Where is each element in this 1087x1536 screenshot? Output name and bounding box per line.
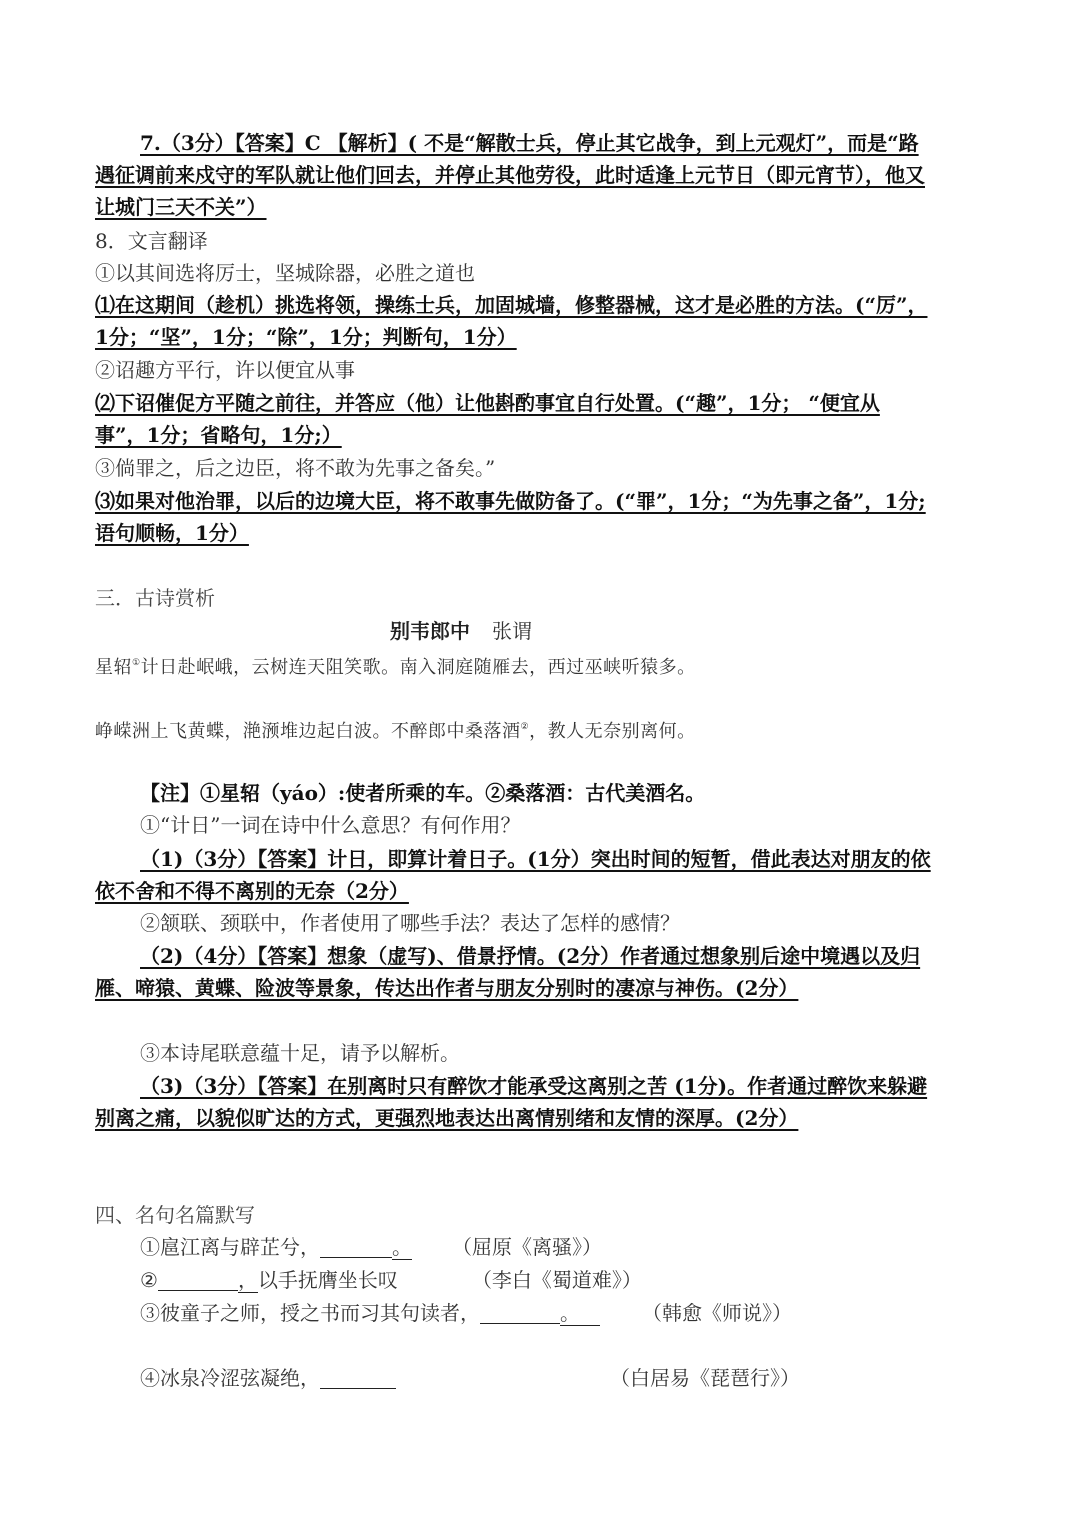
sec3-answer-1-line-1: （1)（3分）【答案】计日，即算计着日子。(1分）突出时间的短暂，借此表达对朋友的依: [140, 847, 931, 871]
poem-title: 别韦郎中: [390, 619, 470, 643]
sec3-answer-2-line-2: 雁、啼猿、黄蝶、险波等景象，传达出作者与朋友分别时的凄凉与神伤。(2分）: [95, 976, 799, 1000]
q8-answer-3-line-2: 语句顺畅，1分）: [95, 521, 249, 545]
poem-note-marker-2: ②: [520, 722, 530, 732]
dictation-4-source: （白居易《琵琶行》）: [610, 1366, 800, 1390]
poem-line-1-start: 星轺: [95, 657, 132, 678]
section-3-heading: 三．古诗赏析: [95, 586, 215, 610]
poem-line-1: [95, 648, 696, 683]
sec3-question-3: ③本诗尾联意蕴十足，请予以解析。: [140, 1041, 460, 1065]
sec3-question-2: ②颔联、颈联中，作者使用了哪些手法？表达了怎样的感情？: [140, 911, 680, 935]
dictation-item-3: [140, 1298, 792, 1328]
q8-heading: 8．文言翻译: [95, 229, 208, 253]
dictation-2-source: （李白《蜀道难》）: [471, 1268, 642, 1292]
dictation-3-source: （韩愈《师说》）: [642, 1301, 792, 1325]
poem-annotation: 【注】①星轺（yáo）:使者所乘的车。②桑落酒：古代美酒名。: [140, 781, 706, 805]
dictation-2-text: 以手抚膺坐长叹: [257, 1268, 398, 1292]
q8-sentence-2: ②诏趣方平行，许以便宜从事: [95, 358, 355, 382]
sec3-answer-3-line-2: 别离之痛，以貌似旷达的方式，更强烈地表达出离情别绪和友情的深厚。(2分）: [95, 1106, 799, 1130]
q8-sentence-1: ①以其间选将厉士，坚城除器，必胜之道也: [95, 261, 475, 285]
dictation-3-punct: 。: [560, 1301, 600, 1326]
dictation-3-text: ③彼童子之师，授之书而习其句读者，: [140, 1301, 480, 1325]
dictation-4-blank[interactable]: [320, 1366, 396, 1389]
q7-answer-line-3: 让城门三天不关”）: [95, 195, 267, 219]
q8-answer-2-line-1: ⑵下诏催促方平随之前往，并答应（他）让他斟酌事宜自行处置。(“趣”，1分； “便宜从: [95, 391, 880, 415]
dictation-2-blank[interactable]: [158, 1268, 238, 1291]
poem-line-2-start: 峥嵘洲上飞黄蝶，滟滪堆边起白波。不醉郎中桑落酒: [95, 721, 521, 742]
sec3-answer-1-line-2: 依不舍和不得不离别的无奈（2分）: [95, 879, 409, 903]
dictation-item-4: [140, 1363, 800, 1393]
sec3-answer-3-line-1: （3)（3分）【答案】在别离时只有醉饮才能承受这离别之苦 (1分)。作者通过醉饮来躲避: [140, 1074, 928, 1098]
q7-answer-line-1: 7.（3分）【答案】C 【解析】( 不是“解散士兵，停止其它战争，到上元观灯”，而是“路: [140, 131, 919, 155]
poem-line-2: [95, 712, 696, 747]
dictation-2-num: ②: [140, 1268, 158, 1292]
dictation-2-punct: ，: [237, 1268, 258, 1292]
dictation-1-punct: 。: [392, 1235, 412, 1259]
dictation-item-1: [140, 1232, 602, 1262]
sec3-question-1: ①“计日”一词在诗中什么意思？有何作用？: [140, 813, 521, 837]
poem-author: 张谓: [492, 619, 532, 643]
q8-answer-2-line-2: 事”，1分；省略句，1分;）: [95, 423, 342, 447]
q8-answer-3-line-1: ⑶如果对他治罪，以后的边境大臣，将不敢事先做防备了。(“罪”，1分；“为先事之备”，1分;: [95, 489, 926, 513]
dictation-1-text: ①扈江离与辟芷兮，: [140, 1235, 320, 1259]
dictation-1-blank[interactable]: [320, 1235, 392, 1258]
poem-title-line: [390, 616, 532, 646]
q8-sentence-3: ③倘罪之，后之边臣，将不敢为先事之备矣。”: [95, 456, 496, 480]
dictation-3-blank[interactable]: [480, 1301, 560, 1324]
q8-answer-1-line-2: 1分；“坚”，1分；“除”，1分；判断句，1分）: [95, 325, 517, 349]
poem-note-marker-1: ①: [132, 658, 141, 668]
q7-answer-line-2: 遇征调前来戍守的军队就让他们回去，并停止其他劳役，此时适逢上元节日（即元宵节），他又: [95, 163, 925, 187]
dictation-4-text: ④冰泉冷涩弦凝绝，: [140, 1366, 320, 1390]
poem-line-1-rest: 计日赴岷峨，云树连天阻笑歌。南入洞庭随雁去，西过巫峡听猿多。: [140, 657, 696, 678]
q8-answer-1-line-1: ⑴在这期间（趁机）挑选将领，操练士兵，加固城墙，修整器械，这才是必胜的方法。(“厉”，: [95, 293, 928, 317]
dictation-item-2: [140, 1265, 642, 1295]
sec3-answer-2-line-1: （2)（4分）【答案】想象（虚写)、借景抒情。(2分）作者通过想象别后途中境遇以及归: [140, 944, 921, 968]
poem-line-2-rest: ，教人无奈别离何。: [529, 721, 696, 742]
dictation-1-source: （屈原《离骚》）: [452, 1235, 602, 1259]
section-4-heading: 四、名句名篇默写: [95, 1203, 255, 1227]
